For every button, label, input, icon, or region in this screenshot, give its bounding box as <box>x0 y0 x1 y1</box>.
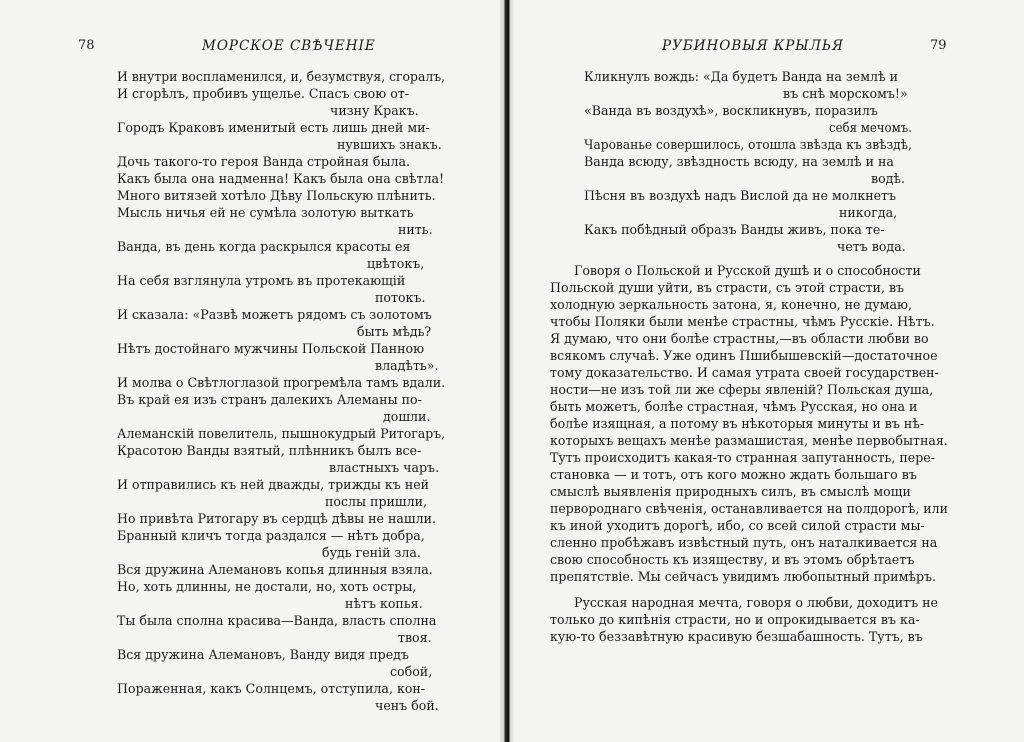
poem-line: Но привѣта Ритогару въ сердцѣ дѣвы не нашли. <box>117 511 437 526</box>
poem-line-continuation: нувшихъ знакъ. <box>337 137 442 152</box>
poem-line-continuation: нить. <box>398 222 433 237</box>
poem-line: Пораженная, какъ Солнцемъ, отступила, кон- <box>117 681 426 696</box>
poem-line: «Ванда въ воздухѣ», воскликнувъ, поразилъ <box>584 103 878 118</box>
running-title: МОРСКОЕ СВѢЧЕНІЕ <box>202 38 376 54</box>
poem-line: Ванда, въ день когда раскрылся красоты ея <box>117 239 411 254</box>
poem-line: И сгорѣлъ, пробивъ ущелье. Спасъ свою от- <box>117 86 410 101</box>
page-number: 78 <box>78 38 95 53</box>
poem-line: Алеманскій повелитель, пышнокудрый Ритогаръ, <box>117 426 446 441</box>
prose-line: чтобы Поляки были менѣе страстны, чѣмъ Русскіе. Нѣтъ. <box>550 314 935 329</box>
poem-line: Кликнулъ вождь: «Да будетъ Ванда на землѣ и <box>584 69 899 84</box>
prose-line: къ иной уходитъ дорогѣ, ибо, со всей силой страсти мы- <box>550 518 925 533</box>
poem-line-continuation: твоя. <box>398 630 432 645</box>
poem-line-continuation: дошли. <box>383 409 431 424</box>
poem-line: Нѣтъ достойнаго мужчины Польской Панною <box>117 341 425 356</box>
prose-line: сленно пробѣжавъ извѣстный путь, онъ наталкивается на <box>550 535 938 550</box>
poem-line: И внутри воспламенился, и, безумствуя, сгоралъ, <box>117 69 446 84</box>
poem-line: Мысль ничья ей не сумѣла золотую выткать <box>117 205 414 220</box>
poem-line: Городъ Краковъ именитый есть лишь дней ми- <box>117 120 430 135</box>
poem-line: И отправились къ ней дважды, трижды къ ней <box>117 477 430 492</box>
prose-line: кую-то беззавѣтную красивую безшабашность. Тутъ, въ <box>550 629 923 644</box>
prose-line: быть можетъ, болѣе страстная, чѣмъ Русская, но она и <box>550 399 918 414</box>
prose-line: первороднаго свѣченія, останавливается на полдорогѣ, или <box>550 501 948 516</box>
prose-line: всякомъ случаѣ. Уже одинъ Пшибышевскій—достаточное <box>550 348 938 363</box>
poem-line-continuation: чизну Кракъ. <box>330 103 419 118</box>
prose-line: смыслѣ выявленія природныхъ силъ, въ смыслѣ мощи <box>550 484 911 499</box>
poem-line-continuation: быть мѣдь? <box>357 324 432 339</box>
poem-line: Чарованье совершилось, отошла звѣзда къ звѣздѣ, <box>584 137 912 152</box>
poem-line: Красотою Ванды взятый, плѣнникъ былъ все- <box>117 443 422 458</box>
prose-line: препятствіе. Мы сейчасъ увидимъ любопытный примѣръ. <box>550 569 937 584</box>
page-number: 79 <box>930 38 947 53</box>
poem-line: И сказала: «Развѣ можетъ рядомъ съ золотомъ <box>117 307 432 322</box>
poem-line-continuation: нѣтъ копья. <box>345 596 423 611</box>
poem-line: Бранный кличъ тогда раздался — нѣтъ добра, <box>117 528 425 543</box>
poem-line-continuation: водѣ. <box>871 171 906 186</box>
prose-line: свою способность къ изяществу, и въ этомъ обрѣтаетъ <box>550 552 915 567</box>
poem-line: Много витязей хотѣло Дѣву Польскую плѣнить. <box>117 188 436 203</box>
prose-line: болѣе изящная, а потому въ нѣкоторыя минуты и въ нѣ- <box>550 416 925 431</box>
poem-line-continuation: властныхъ чаръ. <box>329 460 440 475</box>
poem-line-continuation: ченъ бой. <box>375 698 439 713</box>
poem-line: Пѣсня въ воздухѣ надъ Вислой да не молкнетъ <box>584 188 897 203</box>
poem-line-continuation: послы пришли, <box>325 494 428 509</box>
running-title: РУБИНОВЫЯ КРЫЛЬЯ <box>662 38 844 54</box>
prose-line: Польской души уйти, въ страсти, съ этой страсти, въ <box>550 280 905 295</box>
book-gutter <box>500 0 514 742</box>
poem-line: Какъ побѣдный образъ Ванды живъ, пока те- <box>584 222 885 237</box>
poem-line: Но, хоть длинны, не достали, но, хоть остры, <box>117 579 417 594</box>
poem-line: Какъ была она надменна! Какъ была она свѣтла! <box>117 171 445 186</box>
poem-line: Вся дружина Алемановъ, Ванду видя предъ <box>117 647 409 662</box>
prose-line: Я думаю, что они болѣе страстны,—въ области любви во <box>550 331 929 346</box>
poem-line: И молва о Свѣтлоглазой прогремѣла тамъ вдали. <box>117 375 446 390</box>
poem-line-continuation: четъ вода. <box>837 239 906 254</box>
poem-line: Вся дружина Алемановъ копья длинныя взяла. <box>117 562 433 577</box>
prose-line: тому доказательство. И самая утрата своей государствен- <box>550 365 939 380</box>
prose-line: Тутъ происходитъ какая-то странная запутанность, пере- <box>550 450 935 465</box>
prose-line: становка — и тотъ, отъ кого можно ждать большаго въ <box>550 467 917 482</box>
poem-line: Ванда всюду, звѣздность всюду, на землѣ и на <box>584 154 894 169</box>
poem-line: Въ край ея изъ странъ далекихъ Алеманы по- <box>117 392 422 407</box>
prose-line: которыхъ вещахъ менѣе размашистая, менѣе первобытная. <box>550 433 948 448</box>
prose-line: Русская народная мечта, говоря о любви, доходитъ не <box>574 595 939 610</box>
left-page <box>0 0 500 742</box>
poem-line: Дочь такого-то героя Ванда стройная была. <box>117 154 411 169</box>
poem-line: На себя взглянула утромъ въ протекающій <box>117 273 406 288</box>
poem-line-continuation: будь геній зла. <box>322 545 421 560</box>
prose-line: Говоря о Польской и Русской душѣ и о способности <box>574 263 921 278</box>
right-page <box>514 0 1024 742</box>
poem-line-continuation: собой, <box>390 664 433 679</box>
poem-line-continuation: себя мечомъ. <box>829 120 912 135</box>
poem-line-continuation: въ снѣ морскомъ!» <box>783 86 908 101</box>
poem-line-continuation: цвѣтокъ, <box>367 256 425 271</box>
poem-line-continuation: потокъ. <box>375 290 426 305</box>
prose-line: ности—не изъ той ли же сферы явленій? Польская душа, <box>550 382 934 397</box>
poem-line-continuation: владѣть». <box>375 358 439 373</box>
poem-line-continuation: никогда, <box>839 205 898 220</box>
poem-line: Ты была сполна красива—Ванда, власть сполна <box>117 613 437 628</box>
prose-line: холодную зеркальность затона, я, конечно, не думаю, <box>550 297 912 312</box>
prose-line: только до кипѣнія страсти, но и опрокидывается въ ка- <box>550 612 920 627</box>
